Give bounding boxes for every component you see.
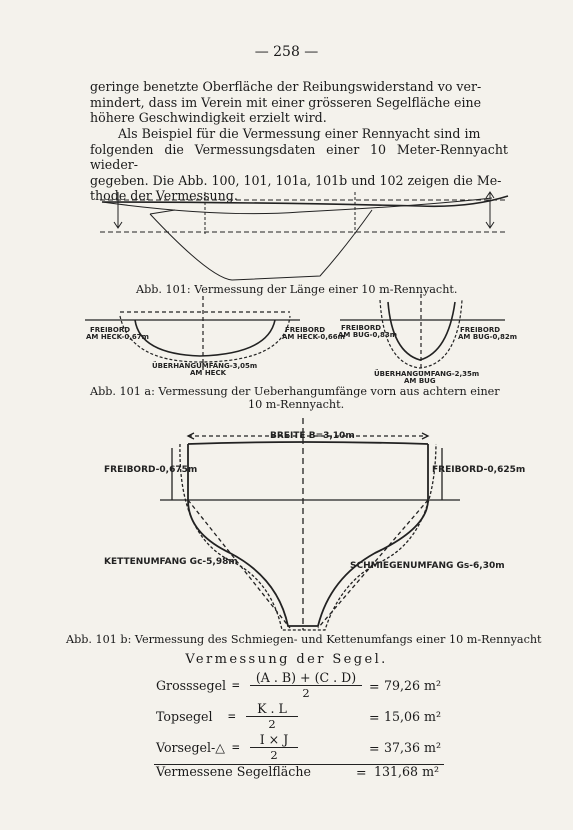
label: AM HECK-0,66m: [282, 333, 345, 341]
label: AM HECK: [190, 369, 227, 377]
label: FREIBORD: [285, 326, 326, 334]
label: AM BUG-0,83m: [338, 331, 398, 339]
result: 131,68 m²: [374, 764, 440, 779]
text-line: höhere Geschwindigkeit erzielt wird.: [90, 110, 327, 126]
label: FREIBORD-0,625m: [432, 465, 526, 475]
sail-label: Topsegel: [156, 709, 213, 724]
text-line: mindert, dass im Verein mit einer grösseren Segelfläche eine: [90, 94, 482, 110]
formula: [250, 732, 298, 763]
label: AM HECK-0,67m: [86, 333, 149, 341]
equals: =: [232, 677, 240, 692]
denominator: 2: [302, 686, 310, 700]
label: SCHMIEGENUMFANG Gs-6,30m: [350, 561, 505, 571]
sail-label: Grosssegel: [156, 678, 227, 693]
equals: =: [356, 765, 367, 780]
sail-row-vorsegel: [156, 732, 446, 762]
label: ÜBERHANGUMFANG-2,35m: [374, 370, 480, 378]
sails-title: Vermessung der Segel.: [185, 652, 388, 667]
equals: =: [369, 679, 380, 694]
formula: [246, 701, 298, 732]
result: 79,26 m²: [384, 678, 442, 693]
figure-101-caption: Abb. 101: Vermessung der Länge einer 10 m-Rennyacht.: [136, 283, 458, 296]
sail-row-total: [156, 760, 446, 790]
label: FREIBORD: [90, 326, 131, 334]
figure-101b-caption: Abb. 101 b: Vermessung des Schmiegen- und Kettenumfangs einer 10 m-Rennyacht: [66, 633, 542, 646]
equals: =: [369, 741, 380, 756]
figure-101a-overhang-girths: [0, 292, 573, 387]
formula: [250, 670, 362, 701]
label: FREIBORD: [341, 324, 382, 332]
label: FREIBORD-0,675m: [104, 465, 198, 475]
figure-101a-caption-1: Abb. 101 a: Vermessung der Ueberhangumfänge vorn aus achtern einer: [90, 385, 500, 398]
result: 15,06 m²: [384, 709, 442, 724]
text-line: folgenden die Vermessungsdaten einer 10 Meter-Rennyacht wieder-: [90, 141, 508, 173]
figure-101-yacht-profile: [0, 188, 573, 288]
equals: =: [369, 710, 380, 725]
text-line: gegeben. Die Abb. 100, 101, 101a, 101b und 102 zeigen die Me-: [90, 172, 502, 188]
label: FREIBORD: [460, 326, 501, 334]
numerator: (A . B) + (C . D): [250, 670, 362, 686]
equals: =: [228, 708, 236, 723]
numerator: K . L: [246, 701, 298, 717]
label: BREITE B=3,10m: [270, 431, 355, 441]
text-line: thode der Vermessung.: [90, 188, 238, 204]
sail-row-topsegel: [156, 701, 446, 731]
sail-label: Vermessene Segelfläche: [156, 764, 311, 779]
label: AM BUG-0,82m: [458, 333, 518, 341]
sail-row-grosssegel: [156, 670, 446, 700]
label: AM BUG: [404, 377, 436, 385]
equals: =: [232, 739, 240, 754]
result: 37,36 m²: [384, 740, 442, 755]
text-line: Als Beispiel für die Vermessung einer Rennyacht sind im: [118, 126, 481, 141]
label: KETTENUMFANG Gc-5,98m: [104, 557, 238, 567]
text-line: geringe benetzte Oberfläche der Reibungswiderstand vo ver-: [90, 79, 482, 94]
figure-101a-caption-2: 10 m-Rennyacht.: [248, 398, 345, 411]
label: ÜBERHANGUMFANG-3,05m: [152, 362, 258, 370]
sail-label: Vorsegel-△: [156, 740, 225, 755]
denominator: 2: [268, 717, 276, 731]
numerator: I × J: [250, 732, 298, 748]
denominator: 2: [270, 748, 278, 762]
page-number: — 258 —: [254, 44, 319, 60]
paragraph-1: [90, 79, 508, 126]
figure-101b-midship-section: [0, 418, 573, 630]
